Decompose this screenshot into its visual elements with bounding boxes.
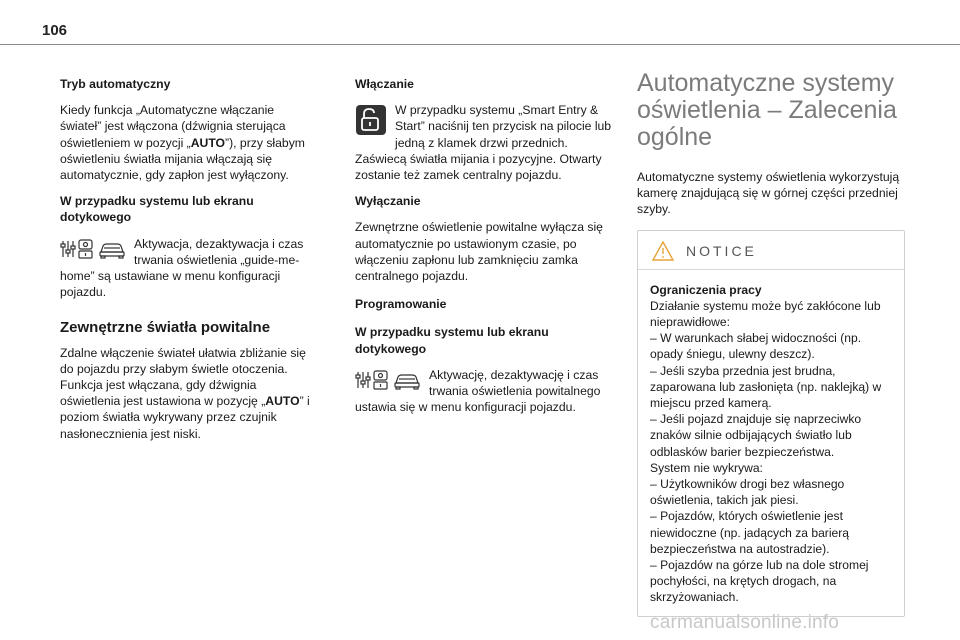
notice-line: – Jeśli pojazd znajduje się naprzeciwko znaków silnie odbijających światło lub odblasków barier bezpieczeństwa. — [650, 412, 862, 459]
notice-line: System nie wykrywa: — [650, 460, 763, 475]
notice-line: – Użytkowników drogi bez własnego oświetlenia, takich jak piesi. — [650, 477, 845, 508]
switch-on-title: Włączanie — [355, 77, 414, 91]
car-icon — [393, 369, 421, 391]
unlock-key-icon — [355, 104, 387, 136]
notice-heading: Ograniczenia pracy — [650, 282, 762, 297]
welcome-lights-title: Zewnętrzne światła powitalne — [60, 319, 271, 337]
auto-mode-text-bold: AUTO — [190, 135, 226, 150]
programming-title: Programowanie — [355, 297, 447, 312]
touch-title-left: W przypadku systemu lub ekranu dotykowego — [60, 194, 254, 225]
watermark: carmanualsonline.info — [650, 612, 840, 633]
notice-label: NOTICE — [686, 242, 757, 259]
icon-group-left — [60, 238, 126, 260]
auto-mode-title: Tryb automatyczny — [60, 77, 171, 91]
switch-on-block — [355, 102, 613, 183]
column-left — [60, 70, 318, 450]
welcome-text-bold: AUTO — [265, 394, 300, 409]
touch-text-middle-block — [355, 367, 613, 416]
auto-mode-text-part2: ”), przy słabym oświetleniu światła mijania włączają się automatycznie, gdy zapłon jest wyłączony. — [60, 135, 305, 183]
notice-line: – Jeśli szyba przednia jest brudna, zaparowana lub zasłonięta (np. naklejką) w miejscu przed kamerą. — [650, 363, 882, 411]
notice-line: – Pojazdów, których oświetlenie jest niewidoczne (np. jadących za barierą bezpieczeństwa na autostradzie). — [650, 509, 849, 556]
warning-triangle-icon — [652, 241, 674, 261]
notice-header — [638, 231, 904, 270]
auto-mode-text — [60, 102, 318, 183]
switch-on-text: W przypadku systemu „Smart Entry & Start” naciśnij ten przycisk na pilocie lub jedną z klamek drzwi przednich. Zaświecą światła mijania i pozycyjne. Otwarty zostanie też zamek centralny pojazdu. — [355, 103, 612, 183]
column-middle — [355, 70, 613, 423]
welcome-lights-text — [60, 345, 318, 442]
switch-off-text: Zewnętrzne oświetlenie powitalne wyłącza się automatycznie po ustawionym czasie, po włączeniu zapłonu lub zamknięciu zamka centralnego pojazdu. — [355, 220, 603, 284]
touchscreen-settings-icon — [60, 238, 94, 260]
page-number: 106 — [42, 22, 68, 39]
auto-mode-text-part1: Kiedy funkcja „Automatyczne włączanie świateł” jest włączona (dźwignia sterująca oświetleniem w pozycji „ — [60, 103, 286, 150]
section-title: Automatyczne systemy oświetlenia – Zalecenia ogólne — [637, 69, 897, 151]
touch-text-left-block — [60, 236, 318, 301]
notice-box — [637, 230, 905, 617]
car-icon — [98, 238, 126, 260]
notice-line: Działanie systemu może być zakłócone lub nieprawidłowe: — [650, 298, 881, 330]
switch-off-title: Wyłączanie — [355, 194, 421, 209]
section-intro: Automatyczne systemy oświetlenia wykorzystują kamerę znajdującą się w górnej części przedniej szyby. — [637, 170, 900, 217]
welcome-text-part1: Zdalne włączenie świateł ułatwia zbliżanie się do pojazdu przy słabym świetle otoczenia. Funkcja jest włączana, gdy dźwignia oświetlenia jest ustawiona w pozycję „ — [60, 345, 306, 409]
icon-group-middle — [355, 369, 421, 391]
touch-text-middle: Aktywację, dezaktywację i czas trwania oświetlenia powitalnego ustawia się w menu konfiguracji pojazdu. — [355, 367, 601, 415]
notice-line: – W warunkach słabej widoczności (np. opady śniegu, ulewny deszcz). — [650, 331, 862, 362]
notice-body — [638, 282, 904, 606]
touch-title-middle: W przypadku systemu lub ekranu dotykowego — [355, 325, 549, 356]
welcome-text-part2: ” i poziom światła wykrywany przez czujnik nasłonecznienia jest niski. — [60, 394, 310, 441]
header-rule — [0, 44, 960, 45]
icon-group-unlock — [355, 104, 387, 136]
touch-text-left: Aktywacja, dezaktywacja i czas trwania oświetlenia „guide-me-home” są ustawiane w menu konfiguracji pojazdu. — [60, 236, 304, 300]
notice-line: – Pojazdów na górze lub na dole stromej pochyłości, na krętych drogach, na skrzyżowaniach. — [650, 558, 869, 605]
touchscreen-settings-icon — [355, 369, 389, 391]
column-right — [623, 70, 905, 617]
